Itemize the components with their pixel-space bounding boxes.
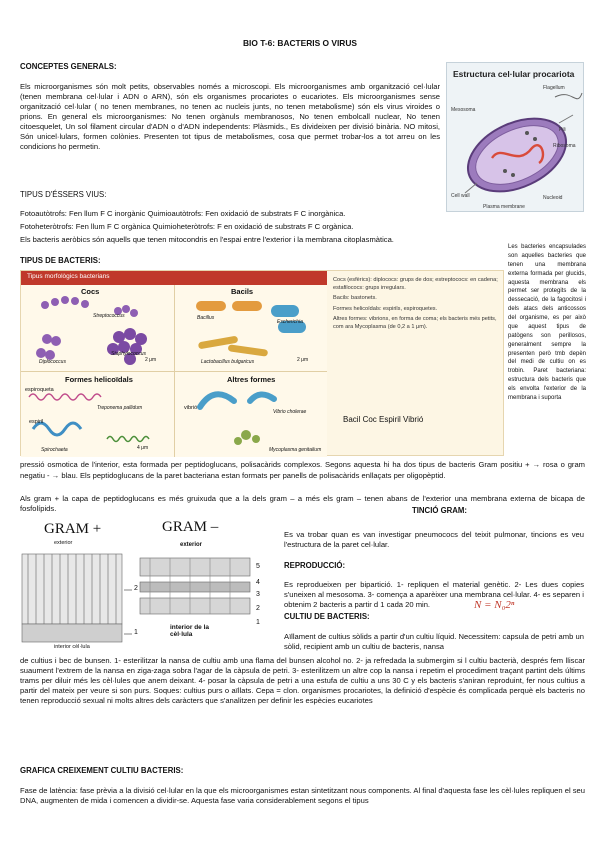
bullet-altres: Altres formes: vibrions, en forma de coma; els bacteris més petits, com ara Mycoplasma (de 0,2 a 1 μm). bbox=[333, 316, 497, 330]
label-staphylococcus: Staphylococcus bbox=[111, 351, 147, 357]
gram-pos-interior: interior cèl·lula bbox=[54, 644, 90, 650]
gram-neg-exterior: exterior bbox=[180, 542, 203, 548]
tipus-line-1: Fotoautòtrofs: Fen llum F C inorgànic Quimioautòtrofs: Fen oxidació de substrats F C inorgànica. bbox=[20, 209, 346, 218]
bacteria-types-caption: Bacil Coc Espiril Vibrió bbox=[343, 415, 424, 424]
altres-illustration bbox=[176, 377, 326, 457]
gram-neg-num-2: 2 bbox=[256, 605, 260, 612]
altres-title: Altres formes bbox=[227, 375, 276, 384]
label-spirochaeta: Spirochaeta bbox=[41, 447, 68, 453]
gram-pos-num-1: 1 bbox=[134, 629, 138, 636]
grafica-text: Fase de latència: fase prèvia a la divisió cel·lular en la que els microorganismes estan sintetitzant nous components. Al final d'aquesta fase les cèl·lules repliquen el seu DNA, augmenten de mida i comencen a dividir-se. Aquesta fase varia considerablement segons el tipus bbox=[20, 786, 585, 806]
bullet-bacils: Bacils: bastonets. bbox=[333, 295, 377, 302]
capsulats-side-text: Les bacteries encapsulades son aquelles bacteries que tenen una membrana externa formada per glucids, aquesta membrana els permet ser protegits de la dessecació, de la fagocitosi i dels atacs dels anticossos del organisme, es per això que aquest tipus de patògens son perillosos, generalment sempre la presenten però tmb depèn del medi de cultiu on es trobin. Paret bacteriana: estructura dels bacteris que els envolta l'exterior de la membrana i suporta bbox=[508, 244, 586, 401]
cultiu-text-1: Aïllament de cultius sòlids a partir d'un cultiu líquid. Necessitem: capsula de petri amb un sòlid, recipient amb un cultiu de bacteris, nansa bbox=[284, 632, 584, 652]
tipus-bacteris-heading: TIPUS DE BACTERIS: bbox=[20, 256, 101, 265]
label-treponema: Treponema pallidum bbox=[97, 405, 143, 411]
label-ribosoma: Ribosoma bbox=[553, 143, 576, 149]
gram-neg-num-5: 5 bbox=[256, 563, 260, 570]
bacils-title: Bacils bbox=[231, 287, 254, 296]
helicoidals-title: Formes helicoïdals bbox=[65, 375, 133, 384]
cocs-scale: 2 μm bbox=[145, 357, 157, 363]
label-espiril: espiril bbox=[29, 419, 44, 425]
tipus-line-2: Fotoheteròtrofs: Fen llum F C orgànica Quimioheteròtrofs: F en oxidació de substrats F C orgànica. bbox=[20, 222, 354, 231]
label-espiroqueta: espiroqueta bbox=[25, 387, 54, 393]
conceptes-paragraph: Els microorganismes són molt petits, observables només a microscopi. Els microorganismes amb organització cel·lular (tenen membrana cel·lular i ADN o ARN), són els organismes procariotes o eucariotes. Els microorganismes sense organització cel·lular ( no tenen membranes, no tenen ac nucleis junts, no tenen metabolisme) són els virus viroides o prions. En general els microorganismes: No tenen orgànuls membranosos, No tenen embolcall nuclear, No tenen citoesquelet, Un sol filament circular d'ADN o d'ADN independents: Plàsmids., Es divideixen per divisió binària. NO mitosi, Són unicel·lulars, formen colònies. Presenten tot tipus de metabolismes, cosa que permet trobar-los a tot arreu on les condicions ho permetin. bbox=[20, 82, 440, 152]
bacteria-types-figure bbox=[20, 270, 504, 456]
cultiu-heading: CULTIU DE BACTERIS: bbox=[284, 612, 370, 621]
bacteria-types-panel-title: Tipus morfològics bacterians bbox=[21, 271, 327, 285]
tincio-heading: TINCIÓ GRAM: bbox=[412, 506, 468, 515]
tipus-line-3: Els bacteris aeròbics són aquells que tenen mitocondris en l'espai entre l'exterior i la membrana citoplasmàtica. bbox=[20, 235, 394, 244]
label-nucleoid: Nucleoid bbox=[543, 195, 563, 201]
bacils-scale: 2 μm bbox=[297, 357, 309, 363]
gram-neg-num-1: 1 bbox=[256, 619, 260, 626]
label-mesosoma: Mesosoma bbox=[451, 107, 476, 113]
label-plasma-membrane: Plasma membrane bbox=[483, 204, 525, 210]
reproduccio-text: Es reprodueixen per bipartició. 1- repliquen el material genètic. 2- Les dues copies s'uneixen al mesosoma. 3- comença a aparèixer una membrana cel·lular. 4- es separen i obtenim 2 bacteris a partir d 1 cada 20 min. bbox=[284, 580, 584, 610]
label-escherichia: Escherichia bbox=[277, 319, 303, 325]
bullet-helicoidals: Formes helicoïdals: espirils, espiroquetes. bbox=[333, 305, 438, 312]
reproduccio-heading: REPRODUCCIÓ: bbox=[284, 561, 346, 570]
conceptes-heading: CONCEPTES GENERALS: bbox=[20, 62, 117, 71]
cultiu-text-2: de cultius i bec de bunsen. 1- esterilitzar la nansa de cultiu amb una flama del bunsen alcohol no. 2- ja refredada la submergim si l cultiu bacterià, després fem lliscar suaument l'extrem de la nansa en ziga-zaga sobra l'agar de la càpsula de petri. 3- esterilitzem un altre cop la nansa i repetim el procediment traçant partint dels últims trams per diluir més les cèl·lules que anem deixant. 4- posar la càpsula de petri a una estufa de cultiu a uns 30 C y els bacteris s'aniran reproduint, fer nous cultius a partir del mateix per veure si son purs. Soques: cultius purs o aïllats. Cepa = clon. organismes procariotes, la definició d'espècie és complicada perquè els bacteris no tenen reproducció sexual ni molts altres dels caràcters que s'analitzen per definir les espècies eucariotes bbox=[20, 656, 585, 706]
gram-neg-num-3: 3 bbox=[256, 591, 260, 598]
label-streptococcus: Streptococcus bbox=[93, 313, 125, 319]
gram-positive-label: GRAM + bbox=[44, 521, 102, 537]
gram-neg-interior: interior de la cèl·lula bbox=[170, 624, 210, 639]
gram-line: Als gram + la capa de peptidoglucans es més gruixuda que a la dels gram – a més els gram – tenen abans de l'exterior una membrana externa de bicapa de fosfolípids. bbox=[20, 494, 585, 514]
gram-figure bbox=[20, 518, 280, 666]
label-mycoplasma: Mycoplasma genitalium bbox=[269, 447, 322, 453]
tipus-heading: TIPUS D'ÉSSERS VIUS: bbox=[20, 190, 107, 199]
gram-pos-num-2: 2 bbox=[134, 585, 138, 592]
label-vibrio: vibrió bbox=[184, 405, 198, 411]
bullet-cocs: Cocs (esfèrics): diplococs: grups de dos; estreptococs: en cadena; estafilococs: grups irregulars. bbox=[333, 277, 498, 291]
cocs-title: Cocs bbox=[81, 287, 100, 296]
tincio-text: Es va trobar quan es van investigar pneumococs del teixit pulmonar, tincions es veu l'estructura de la paret cel·lular. bbox=[284, 530, 584, 550]
label-pili: Pili bbox=[559, 127, 566, 133]
procariota-figure bbox=[446, 62, 584, 212]
page-title: BIO T-6: BACTERIS O VIRUS bbox=[242, 38, 357, 48]
gram-negative-label: GRAM – bbox=[162, 519, 219, 535]
bacteria-types-bullets bbox=[333, 277, 501, 331]
growth-formula: N = N₀2ⁿ bbox=[474, 599, 515, 611]
gram-neg-num-4: 4 bbox=[256, 579, 260, 586]
helicoidals-scale: 4 μm bbox=[137, 445, 149, 451]
label-vibrio-cholerae: Vibrio cholerae bbox=[273, 409, 307, 415]
label-bacillus: Bacillus bbox=[197, 315, 215, 321]
procariota-figure-title: Estructura cel·lular procariota bbox=[453, 69, 575, 79]
grafica-heading: GRAFICA CREIXEMENT CULTIU BACTERIS: bbox=[20, 766, 184, 775]
label-flagellum: Flagellum bbox=[543, 85, 565, 91]
label-diplococcus: Diplococcus bbox=[39, 359, 66, 365]
gram-pos-exterior: exterior bbox=[54, 540, 73, 546]
label-lactobacillus: Lactobacillus bulgaricus bbox=[201, 359, 255, 365]
capsulats-tail-text: pressió osmotica de l'interior, esta formada per peptidoglucans, polisacàrids complexos. Segons aquesta hi ha dos tipus de bacteris Gram positiu + → rosa o gram negatiu - → blau. Els peptidoglucans de la paret bacteriana estan formats per panells de polisacàrids enllaçats per oligopèptid. bbox=[20, 460, 585, 480]
label-cell-wall: Cell wall bbox=[451, 193, 470, 199]
